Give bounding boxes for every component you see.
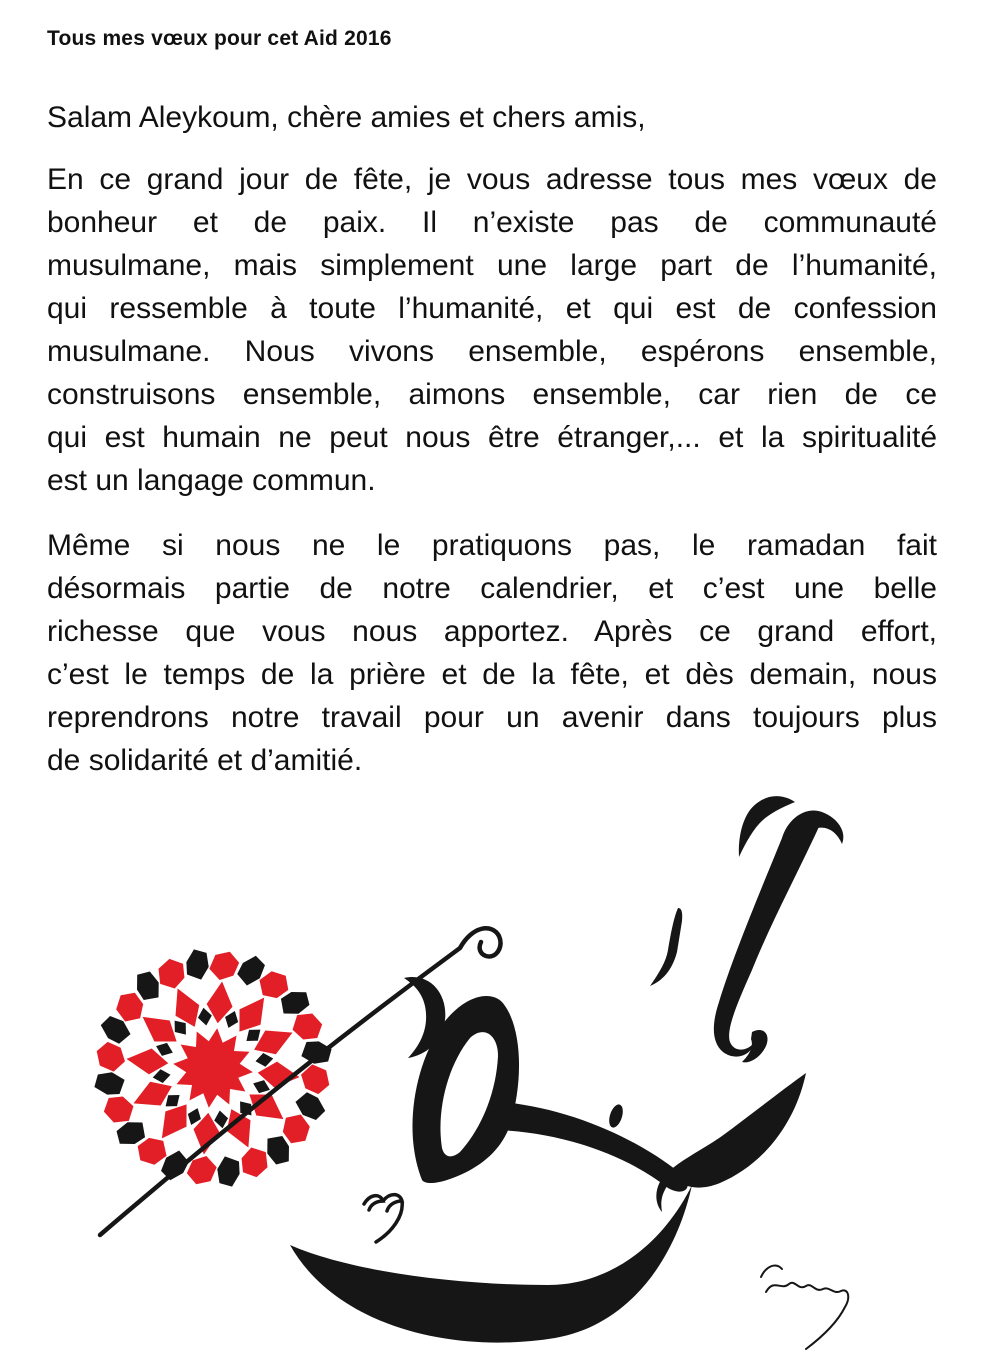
calligraphy-hamza [742, 1030, 768, 1062]
page-title: Tous mes vœux pour cet Aid 2016 [47, 27, 392, 50]
text-line: reprendrons notre travail pour un avenir dans toujours plus [47, 701, 937, 734]
calligraphy-teardrop-dot [607, 1103, 626, 1130]
calligraphy-connector-band [496, 1102, 688, 1192]
text-line: désormais partie de notre calendrier, et c’est une belle [47, 572, 937, 605]
rosette-center-star [169, 1024, 257, 1112]
greeting-line: Salam Aleykoum, chère amies et chers amis, [47, 101, 646, 134]
text-line: musulmane, mais simplement une large part de l’humanité, [47, 249, 937, 282]
calligraphy-swan-stroke [714, 818, 822, 1057]
text-line: bonheur et de paix. Il n’existe pas de communauté [47, 206, 937, 239]
calligraphy-shadda [364, 1195, 402, 1242]
letter-body [47, 26, 937, 804]
paragraph-2 [47, 524, 937, 782]
salam-artwork-canvas [0, 780, 1000, 1370]
salam-artwork-image [0, 780, 1000, 1370]
rosette-icon [76, 931, 350, 1205]
text-line: c’est le temps de la prière et de la fête, et dès demain, nous [47, 658, 937, 691]
text-line: richesse que vous nous apportez. Après ce grand effort, [47, 615, 937, 648]
paragraph-1 [47, 158, 937, 502]
text-line: musulmane. Nous vivons ensemble, espérons ensemble, [47, 335, 937, 368]
calligraphy-alif [650, 908, 682, 986]
text-line: Même si nous ne le pratiquons pas, le ramadan fait [47, 529, 937, 562]
text-line: qui est humain ne peut nous être étranger,... et la spiritualité [47, 421, 937, 454]
text-line: qui ressemble à toute l’humanité, et qui est de confession [47, 292, 937, 325]
signature-scribble [761, 1266, 848, 1349]
text-line: En ce grand jour de fête, je vous adresse tous mes vœux de [47, 163, 937, 196]
text-line: construisons ensemble, aimons ensemble, car rien de ce [47, 378, 937, 411]
text-line: de solidarité et d’amitié. [47, 744, 363, 777]
text-line: est un langage commun. [47, 464, 376, 497]
